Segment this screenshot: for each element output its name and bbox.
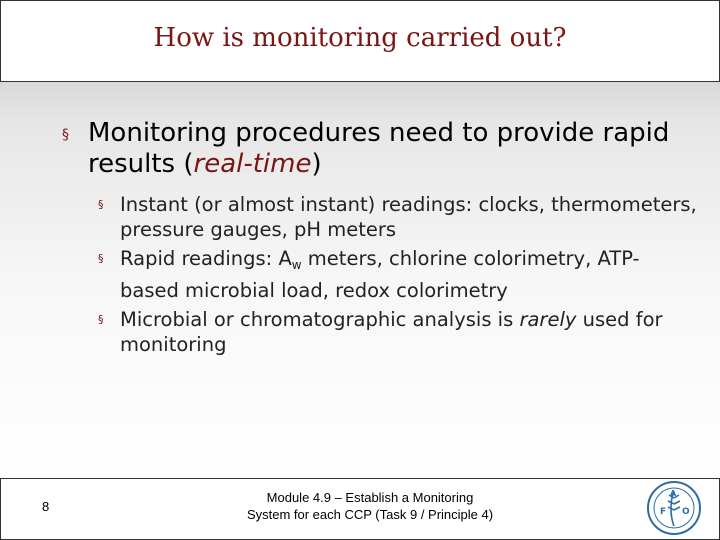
rapid-text-pre: Rapid readings: A	[120, 247, 292, 270]
sub-bullet-instant	[98, 192, 698, 242]
micro-text-post: used for monitoring	[120, 308, 663, 356]
micro-text-emphasis: rarely	[519, 308, 577, 331]
main-bullet	[62, 118, 702, 180]
sub-bullet-instant-text: Instant (or almost instant) readings: clocks, thermometers, pressure gauges, pH meters	[120, 193, 697, 241]
sub-bullet-microbial-text	[98, 307, 698, 357]
slide-title: How is monitoring carried out?	[153, 23, 567, 53]
sub-bullet-microbial	[98, 307, 698, 357]
micro-text-pre: Microbial or chromatographic analysis is	[120, 308, 520, 331]
fao-logo-icon	[646, 480, 702, 536]
title-bar	[0, 0, 720, 82]
bullet-marker-icon: §	[98, 252, 104, 265]
bullet-marker-icon: §	[62, 127, 69, 143]
logo-letter-o: O	[682, 507, 690, 517]
footer-module-text	[220, 489, 520, 523]
footer-line-2: System for each CCP (Task 9 / Principle 4)	[246, 507, 494, 522]
logo-letter-f: F	[660, 507, 667, 517]
rapid-text-post: meters, chlorine colorimetry, ATP-based microbial load, redox colorimetry	[120, 247, 640, 302]
sub-bullet-rapid-text	[98, 246, 698, 303]
main-bullet-text	[62, 118, 702, 180]
rapid-text-subscript: w	[291, 258, 302, 272]
main-bullet-emphasis: real-time	[193, 149, 312, 179]
footer-line-1: Module 4.9 – Establish a Monitoring	[266, 490, 474, 505]
main-bullet-text-before: Monitoring procedures need to provide rapid results (	[88, 118, 670, 179]
page-number: 8	[42, 499, 50, 514]
bullet-marker-icon: §	[98, 198, 104, 211]
logo-letter-a: A	[670, 489, 677, 498]
bullet-marker-icon: §	[98, 313, 104, 326]
main-bullet-text-after: )	[311, 149, 322, 179]
sub-bullet-rapid	[98, 246, 698, 303]
sub-bullet-list	[98, 192, 698, 361]
